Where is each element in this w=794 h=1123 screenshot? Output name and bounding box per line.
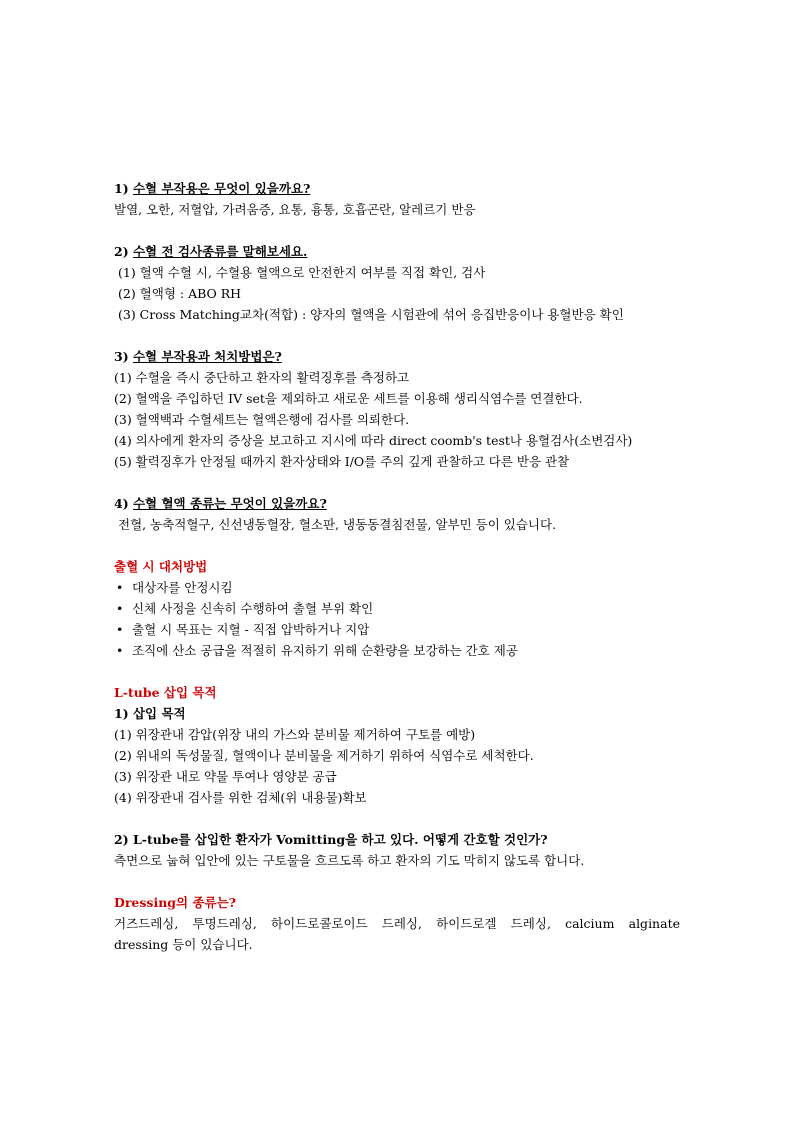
question-2-item: (2) 혈액형 : ABO RH <box>118 286 242 301</box>
list-item <box>114 640 680 661</box>
question-4-number: 4) <box>114 496 129 511</box>
list-item <box>114 619 680 640</box>
question-2-title: 수혈 전 검사종류를 말해보세요. <box>132 244 308 259</box>
document-page <box>114 178 680 955</box>
list-item <box>114 577 680 598</box>
question-2-item: (1) 혈액 수혈 시, 수혈용 혈액으로 안전한지 여부를 직접 확인, 검사 <box>118 265 486 280</box>
bleeding-list <box>114 577 680 661</box>
question-1-answer: 발열, 오한, 저혈압, 가려움증, 요통, 흉통, 호흡곤란, 알레르기 반응 <box>114 202 476 217</box>
question-1-number: 1) <box>114 181 129 196</box>
question-3-item: (1) 수혈을 즉시 중단하고 환자의 활력징후를 측정하고 <box>114 370 410 385</box>
question-3-item: (5) 활력징후가 안정될 때까지 환자상태와 I/O를 주의 깊게 관찰하고 다른 반응 관찰 <box>114 454 570 469</box>
ltube-question-2-answer: 측면으로 눕혀 입안에 있는 구토물을 흐르도록 하고 환자의 기도 막히지 않도록 합니다. <box>114 853 585 868</box>
question-1-heading <box>114 178 680 199</box>
spacer <box>114 661 680 682</box>
ltube-subheading: 1) 삽입 목적 <box>114 706 186 721</box>
spacer <box>114 472 680 493</box>
bullet-icon: • <box>116 643 124 658</box>
spacer <box>114 871 680 892</box>
ltube-item: (4) 위장관내 검사를 위한 검체(위 내용물)확보 <box>114 790 367 805</box>
bullet-icon: • <box>116 601 124 616</box>
dressing-answer-line-2: dressing 등이 있습니다. <box>114 937 253 952</box>
question-2-item: (3) Cross Matching교차(적합) : 양자의 혈액을 시험관에 섞어 응집반응이나 용혈반응 확인 <box>118 307 624 322</box>
bullet-icon: • <box>116 580 124 595</box>
dressing-answer-line-1: 거즈드레싱, 투명드레싱, 하이드로콜로이드 드레싱, 하이드로겔 드레싱, calcium alginate <box>114 916 680 931</box>
dressing-heading: Dressing의 종류는? <box>114 895 237 910</box>
ltube-question-2-heading: 2) L-tube를 삽입한 환자가 Vomitting을 하고 있다. 어떻게 간호할 것인가? <box>114 832 548 847</box>
bleeding-heading: 출혈 시 대처방법 <box>114 559 208 574</box>
question-2-number: 2) <box>114 244 129 259</box>
question-3-item: (3) 혈액백과 수혈세트는 혈액은행에 검사를 의뢰한다. <box>114 412 410 427</box>
question-4-heading <box>114 493 680 514</box>
question-3-heading <box>114 346 680 367</box>
list-item <box>114 598 680 619</box>
spacer <box>114 220 680 241</box>
question-3-item: (4) 의사에게 환자의 증상을 보고하고 지시에 따라 direct coomb's test나 용혈검사(소변검사) <box>114 433 633 448</box>
question-4-answer: 전혈, 농축적혈구, 신선냉동혈장, 혈소판, 냉동동결침전물, 알부민 등이 있습니다. <box>118 517 557 532</box>
spacer <box>114 535 680 556</box>
list-item-text: 조직에 산소 공급을 적절히 유지하기 위해 순환량을 보강하는 간호 제공 <box>132 643 518 658</box>
ltube-item: (2) 위내의 독성물질, 혈액이나 분비물을 제거하기 위하여 식염수로 세척한다. <box>114 748 534 763</box>
spacer <box>114 808 680 829</box>
ltube-heading: L-tube 삽입 목적 <box>114 685 217 700</box>
list-item-text: 신체 사정을 신속히 수행하여 출혈 부위 확인 <box>132 601 374 616</box>
question-3-title: 수혈 부작용과 처치방법은? <box>132 349 282 364</box>
ltube-item: (1) 위장관내 감압(위장 내의 가스와 분비물 제거하여 구토를 예방) <box>114 727 476 742</box>
question-2-heading <box>114 241 680 262</box>
ltube-item: (3) 위장관 내로 약물 투여나 영양분 공급 <box>114 769 337 784</box>
question-1-title: 수혈 부작용은 무엇이 있을까요? <box>132 181 311 196</box>
question-3-item: (2) 혈액을 주입하던 IV set을 제외하고 새로운 세트를 이용해 생리식염수를 연결한다. <box>114 391 583 406</box>
bullet-icon: • <box>116 622 124 637</box>
question-3-number: 3) <box>114 349 129 364</box>
list-item-text: 대상자를 안정시킴 <box>132 580 233 595</box>
list-item-text: 출혈 시 목표는 지혈 - 직접 압박하거나 지압 <box>132 622 370 637</box>
question-4-title: 수혈 혈액 종류는 무엇이 있을까요? <box>132 496 327 511</box>
spacer <box>114 325 680 346</box>
